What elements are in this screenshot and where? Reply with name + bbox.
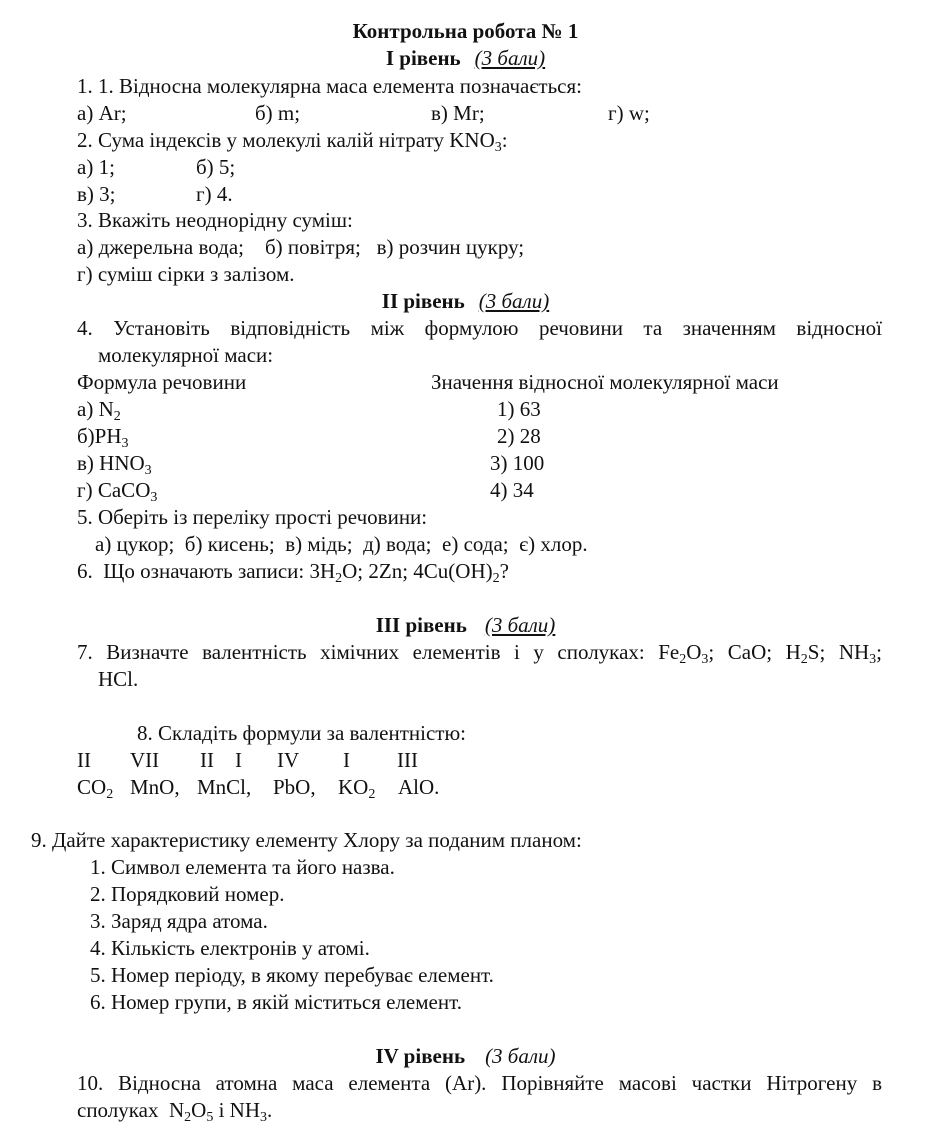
q8-formula-5-text: KO [338,775,369,799]
q8-formula-3: MnCl, [197,775,252,799]
q10-part-4: . [266,1098,273,1122]
question-5: 5. Оберіть із переліку прості речовини: [77,505,428,529]
q9-item-3: 3. Заряд ядра атома. [90,909,268,933]
q8-formula-4: PbO, [273,775,316,799]
q8-formula-2: MnO, [130,775,180,799]
q8-valence-1: II [77,748,91,772]
question-9: 9. Дайте характеристику елементу Хлору за поданим планом: [31,828,582,852]
q1-option-a: а) Ar; [77,101,127,125]
q9-item-2: 2. Порядковий номер. [90,882,285,906]
q2-tail: : [501,128,508,152]
q7-sub-3: 2 [800,652,808,667]
q4-formula-a-sub: 2 [113,409,121,424]
q1-option-d: г) w; [608,101,650,125]
question-2 [77,127,508,153]
q9-item-6: 6. Номер групи, в якій міститься елемент. [90,990,462,1014]
q1-option-b: б) m; [255,101,301,125]
q4-formula-d-sub: 3 [150,490,158,505]
q4-formula-a [77,396,121,422]
q4-formula-b-sub: 3 [121,436,129,451]
q4-col2-header: Значення відносної молекулярної маси [431,370,779,394]
q4-formula-a-text: а) N [77,397,114,421]
q2-sub: 3 [494,140,502,155]
q2-option-d: г) 4. [196,182,233,206]
question-1: 1. 1. Відносна молекулярна маса елемента позначається: [77,74,582,98]
q3-options-line1: а) джерельна вода; б) повітря; в) розчин цукру; [77,235,525,259]
q8-formula-1-text: CO [77,775,107,799]
level-2-heading [0,288,931,314]
q4-formula-d [77,477,157,503]
q8-valence-7: III [397,748,418,772]
q9-item-5: 5. Номер періоду, в якому перебуває елемент. [90,963,494,987]
q4-value-2: 2) 28 [497,424,541,448]
q8-formula-6: AlO. [398,775,440,799]
level-1-heading [0,45,931,71]
question-4-line2: молекулярної маси: [98,343,274,367]
q8-formula-1-sub: 2 [106,787,114,802]
level-3-points: (3 бали) [484,613,556,637]
q4-value-3: 3) 100 [490,451,545,475]
q6-part-2: O; 2Zn; 4Cu(OH) [342,559,493,583]
q10-sub-2: 5 [206,1110,214,1125]
q7-part-4: S; NH [807,640,870,664]
q4-formula-d-text: г) CaCO [77,478,151,502]
document-title: Контрольна робота № 1 [352,19,579,43]
level-4-points: (3 бали) [485,1044,556,1068]
q4-formula-b-text: б)PH [77,424,122,448]
q7-part-2: O [686,640,702,664]
q7-sub-4: 3 [869,652,877,667]
q4-formula-c-text: в) HNO [77,451,145,475]
q2-option-c: в) 3; [77,182,116,206]
q4-formula-c [77,450,152,476]
q4-formula-b [77,423,129,449]
q6-sub-2: 2 [492,571,500,586]
question-7-line1 [77,639,882,665]
level-4-label: IV рівень [375,1044,466,1068]
q8-valence-3: II [200,748,214,772]
q10-sub-1: 2 [184,1110,192,1125]
q8-valence-4: I [235,748,242,772]
q2-option-a: а) 1; [77,155,115,179]
q10-sub-3: 3 [259,1110,267,1125]
q8-valence-2: VII [130,748,160,772]
question-6 [77,558,509,584]
q4-col1-header: Формула речовини [77,370,247,394]
q3-options-line2: г) суміш сірки з залізом. [77,262,295,286]
q2-text: 2. Сума індексів у молекулі калій нітрату KNO [77,128,495,152]
question-3: 3. Вкажіть неоднорідну суміш: [77,208,353,232]
q8-formula-1 [77,774,113,800]
q4-formula-c-sub: 3 [144,463,152,478]
q8-formula-5 [338,774,375,800]
level-3-label: ІІІ рівень [375,613,467,637]
q10-part-3: і NH [213,1098,260,1122]
q2-option-b: б) 5; [196,155,236,179]
q4-value-4: 4) 34 [490,478,534,502]
level-1-label: І рівень [385,46,461,70]
question-7-line2: HCl. [98,667,139,691]
q8-formula-5-sub: 2 [368,787,376,802]
level-3-heading [0,612,931,638]
q8-valence-6: I [343,748,350,772]
q10-part-2: O [191,1098,207,1122]
q6-sub-1: 2 [335,571,343,586]
q1-option-c: в) Mr; [431,101,485,125]
level-4-heading [0,1043,931,1069]
q9-item-4: 4. Кількість електронів у атомі. [90,936,370,960]
q6-part-1: 6. Що означають записи: 3H [77,559,336,583]
q10-part-1: сполуках N [77,1098,185,1122]
q5-options: а) цукор; б) кисень; в) мідь; д) вода; е) сода; є) хлор. [95,532,588,556]
question-10-line1: 10. Відносна атомна маса елемента (Ar). Порівняйте масові частки Нітрогену в [77,1071,882,1095]
q9-item-1: 1. Символ елемента та його назва. [90,855,395,879]
level-2-points: (3 бали) [478,289,550,313]
level-2-label: ІІ рівень [381,289,465,313]
q8-valence-5: IV [277,748,300,772]
q6-part-3: ? [499,559,509,583]
level-1-points: (3 бали) [474,46,546,70]
question-10-line2 [77,1097,272,1123]
question-4-line1: 4. Установіть відповідність між формулою речовини та значенням відносної [77,316,882,340]
q7-part-1: 7. Визначте валентність хімічних елементів і у сполуках: Fe [77,640,680,664]
q7-sub-1: 2 [679,652,687,667]
q7-sub-2: 3 [701,652,709,667]
q7-part-3: ; CaO; H [708,640,801,664]
q4-value-1: 1) 63 [497,397,541,421]
question-8: 8. Складіть формули за валентністю: [137,721,466,745]
q7-part-5: ; [876,640,883,664]
